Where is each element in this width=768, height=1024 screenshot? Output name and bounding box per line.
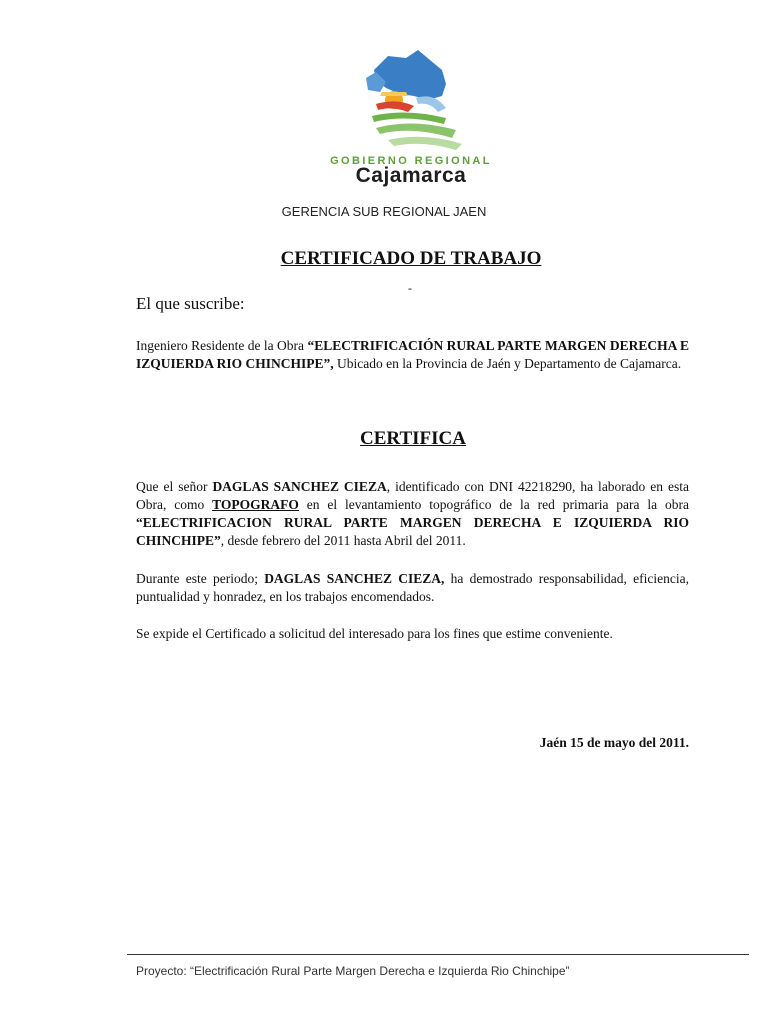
footer-divider (127, 954, 749, 955)
title-dash: - (408, 281, 412, 295)
p2-text-c: en el levantamiento topográfico de la red primaria para la obra (298, 497, 689, 512)
p3-worker-name: DAGLAS SANCHEZ CIEZA, (264, 571, 445, 586)
logo-line2: Cajamarca (355, 164, 467, 187)
p1-text-a: Ingeniero Residente de la Obra (136, 338, 308, 353)
document-title: CERTIFICADO DE TRABAJO (280, 248, 542, 269)
p2-text-d: , desde febrero del 2011 hasta Abril del 2011. (220, 533, 466, 548)
p1-project-name: “ELECTRIFICACIÓN RURAL PARTE MARGEN DERECHA E IZQUIERDA RIO CHINCHIPE”, (136, 338, 689, 371)
p3-text-a: Durante este periodo; (136, 571, 265, 586)
logo-line1: GOBIERNO REGIONAL (330, 155, 492, 167)
p2-text-b: , identificado con DNI 42218290, ha laborado en esta Obra, como (136, 479, 689, 512)
p2-role: TOPOGRAFO (212, 497, 299, 512)
p2-project-name: “ELECTRIFICACION RURAL PARTE MARGEN DERECHA E IZQUIERDA RIO CHINCHIPE” (136, 515, 689, 548)
certification-paragraph (136, 478, 689, 550)
signatory-intro: El que suscribe: (136, 294, 245, 313)
issue-date: Jaén 15 de mayo del 2011. (539, 735, 689, 750)
p2-text-a: Que el señor (136, 479, 213, 494)
issuance-paragraph: Se expide el Certificado a solicitud del interesado para los fines que estime conveniente. (136, 626, 613, 641)
certifica-heading: CERTIFICA (360, 428, 466, 449)
p1-text-c: Ubicado en la Provincia de Jaén y Departamento de Cajamarca. (333, 356, 682, 371)
p3-text-b: ha demostrado responsabilidad, eficiencia, puntualidad y honradez, en los trabajos encomendados. (136, 571, 689, 604)
cajamarca-map-emblem-icon (296, 34, 528, 159)
p2-worker-name: DAGLAS SANCHEZ CIEZA (212, 479, 387, 494)
conduct-paragraph (136, 570, 689, 606)
gerencia-subheading: GERENCIA SUB REGIONAL JAEN (281, 204, 487, 219)
footer-project-text: Proyecto: “Electrificación Rural Parte Margen Derecha e Izquierda Rio Chinchipe” (136, 964, 570, 978)
engineer-paragraph (136, 337, 689, 373)
gobierno-regional-logo (296, 34, 528, 187)
